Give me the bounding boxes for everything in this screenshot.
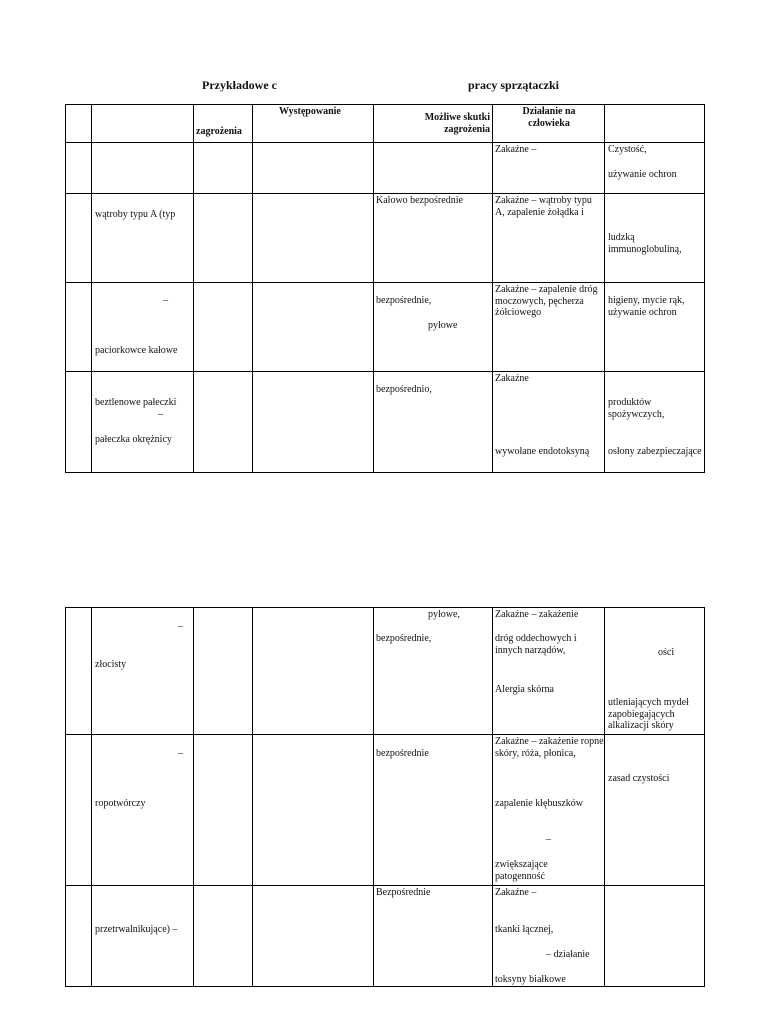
cell-text: zapalenie kłębuszków: [495, 798, 584, 809]
cell-text: Zakaźne – zapalenie dróg moczowych, pęcherza żółciowego: [495, 284, 598, 318]
cell-text: beztlenowe pałeczki: [95, 397, 177, 408]
table-row: [66, 735, 705, 886]
table-cell: [605, 735, 705, 886]
cell-text: Zakaźne –: [495, 887, 537, 898]
table-cell: [374, 143, 493, 194]
page-title-right: pracy sprzątaczki: [468, 78, 559, 92]
hazard-table-2: [65, 607, 705, 987]
table-cell: [605, 194, 705, 283]
table-cell: [66, 372, 92, 473]
table-cell: [605, 143, 705, 194]
table-cell: [374, 886, 493, 987]
cell-text: bezpośrednie,: [376, 295, 432, 306]
cell-text: –: [546, 834, 551, 845]
table-cell: [605, 283, 705, 372]
cell-text: – działanie: [546, 949, 590, 960]
header-cell: [253, 105, 374, 143]
table-cell: [92, 143, 194, 194]
table-cell: [493, 886, 605, 987]
table-cell: [194, 143, 253, 194]
table-cell: [493, 735, 605, 886]
cell-text: utleniających mydeł zapobiegających alkalizacji skóry: [608, 697, 689, 731]
header-cell: [194, 105, 253, 143]
cell-text: Zakaźne – wątroby typu A, zapalenie żołądka i: [495, 195, 592, 218]
cell-text: –: [158, 409, 163, 420]
cell-text: ropotwórczy: [95, 798, 146, 809]
table-row: [66, 194, 705, 283]
table-cell: [194, 886, 253, 987]
table-cell: [493, 194, 605, 283]
cell-text: Zakaźne – zakażenie: [495, 609, 579, 620]
table-cell: [66, 886, 92, 987]
table-cell: [253, 886, 374, 987]
table-cell: [605, 886, 705, 987]
table-row: [66, 372, 705, 473]
table-cell: [66, 608, 92, 735]
cell-text: ludzką immunoglobuliną,: [608, 232, 682, 255]
table-cell: [194, 735, 253, 886]
table-row: [66, 283, 705, 372]
table-cell: [493, 608, 605, 735]
cell-text: paciorkowce kałowe: [95, 345, 178, 356]
header-zagrozenia: zagrożenia: [196, 126, 242, 137]
header-cell: [66, 105, 92, 143]
table-cell: [92, 283, 194, 372]
cell-text: przetrwalnikujące) –: [95, 924, 178, 935]
cell-text: Zakaźne – zakażenie ropne skóry, róża, płonica,: [495, 736, 604, 759]
table-cell: [66, 143, 92, 194]
table-cell: [66, 194, 92, 283]
cell-text: używanie ochron: [608, 169, 677, 180]
table-cell: [194, 608, 253, 735]
table-cell: [374, 283, 493, 372]
cell-text: pyłowe: [428, 320, 458, 331]
table-cell: [92, 372, 194, 473]
header-cell: [605, 105, 705, 143]
table-cell: [374, 735, 493, 886]
cell-text: bezpośrednio,: [376, 384, 432, 395]
cell-text: zwiększające patogenność: [495, 859, 548, 882]
table-cell: [92, 608, 194, 735]
header-mozliwe-skutki: Możliwe skutki zagrożenia: [424, 112, 490, 135]
table-cell: [374, 194, 493, 283]
cell-text: Bezpośrednie: [376, 887, 431, 898]
table-header-row: [66, 105, 705, 143]
cell-text: tkanki łącznej,: [495, 924, 554, 935]
cell-text: –: [178, 621, 183, 632]
table-row: [66, 143, 705, 194]
cell-text: wywołane endotoksyną: [495, 446, 590, 457]
cell-text: osłony zabezpieczające: [608, 446, 702, 457]
cell-text: Zakaźne –: [495, 144, 537, 155]
cell-text: –: [163, 295, 168, 306]
cell-text: Alergia skórna: [495, 684, 554, 695]
cell-text: –: [178, 748, 183, 759]
cell-text: toksyny białkowe: [495, 974, 566, 985]
cell-text: Kałowo bezpośrednie: [376, 195, 463, 206]
page-title-left: Przykładowe c: [202, 78, 277, 92]
table-cell: [374, 372, 493, 473]
table-cell: [66, 283, 92, 372]
hazard-table-1: [65, 104, 705, 473]
table-cell: [253, 143, 374, 194]
table-cell: [194, 372, 253, 473]
table-cell: [253, 608, 374, 735]
header-wystepowanie: Występowanie: [279, 106, 341, 117]
cell-text: higieny, mycie rąk, używanie ochron: [608, 295, 685, 318]
header-cell: [92, 105, 194, 143]
cell-text: pyłowe,: [428, 609, 460, 620]
table-cell: [253, 735, 374, 886]
table-cell: [92, 886, 194, 987]
cell-text: produktów spożywczych,: [608, 397, 665, 420]
table-cell: [92, 735, 194, 886]
table-cell: [253, 283, 374, 372]
table-cell: [194, 283, 253, 372]
table-cell: [194, 194, 253, 283]
cell-text: ości: [658, 647, 675, 658]
table-cell: [605, 372, 705, 473]
table-row: [66, 608, 705, 735]
table-row: [66, 886, 705, 987]
table-cell: [253, 194, 374, 283]
table-cell: [66, 735, 92, 886]
header-dzialanie: Działanie na człowieka: [522, 106, 576, 129]
cell-text: bezpośrednie: [376, 748, 429, 759]
table-cell: [493, 372, 605, 473]
table-cell: [493, 283, 605, 372]
cell-text: bezpośrednie,: [376, 633, 432, 644]
table-cell: [493, 143, 605, 194]
header-cell: [493, 105, 605, 143]
cell-text: złocisty: [95, 659, 127, 670]
table-cell: [605, 608, 705, 735]
header-cell: [374, 105, 493, 143]
cell-text: dróg oddechowych i innych narządów,: [495, 633, 577, 656]
cell-text: Czystość,: [608, 144, 647, 155]
table-cell: [374, 608, 493, 735]
cell-text: Zakaźne: [495, 373, 529, 384]
cell-text: pałeczka okrężnicy: [95, 434, 172, 445]
cell-text: zasad czystości: [608, 773, 670, 784]
cell-text: wątroby typu A (typ: [95, 209, 176, 220]
table-cell: [92, 194, 194, 283]
table-cell: [253, 372, 374, 473]
